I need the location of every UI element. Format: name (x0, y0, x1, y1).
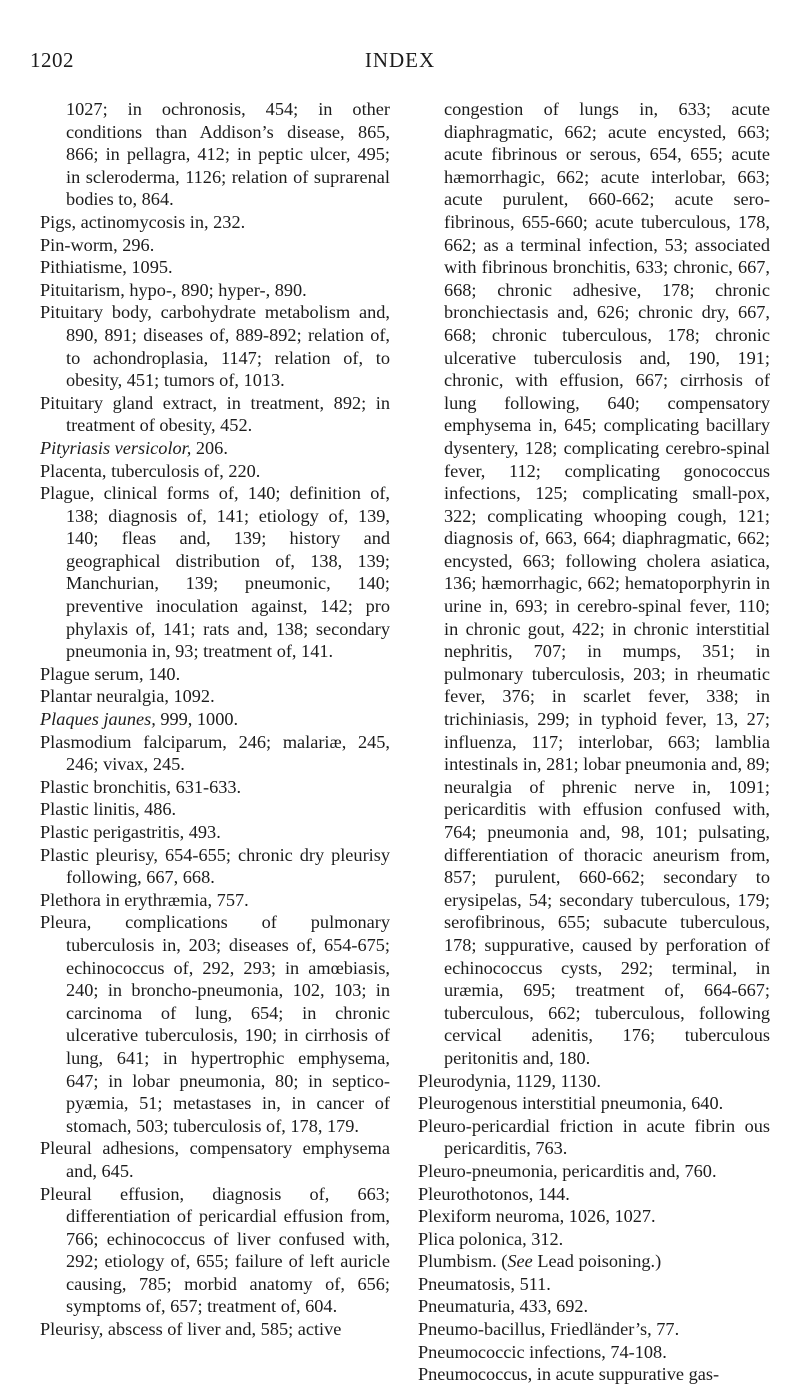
index-entry (418, 1295, 770, 1318)
index-entry (40, 821, 390, 844)
index-entry-text: Pleural adhesions, compensatory emphysema and, 645. (40, 1138, 390, 1181)
index-entry (40, 911, 390, 1137)
index-entry-text: Plastic linitis, 486. (40, 799, 177, 820)
index-entry (40, 844, 390, 889)
index-entry-text: Plethora in erythræmia, 757. (40, 889, 249, 910)
index-entry-text-after: Lead poisoning.) (532, 1251, 662, 1272)
index-entry-text: Pleurisy, abscess of liver and, 585; active (40, 1319, 342, 1340)
index-entry (40, 211, 390, 234)
index-entry (40, 1137, 390, 1182)
page-number: 1202 (30, 48, 74, 72)
index-entry (418, 1228, 770, 1251)
index-entry (40, 1318, 390, 1341)
index-entry-text: Plexiform neuroma, 1026, 1027. (418, 1206, 656, 1227)
index-entry-italic-term: Pityriasis versicolor, (40, 437, 192, 458)
index-entry-text: Pneumococcus, in acute suppurative gas- (418, 1364, 720, 1385)
index-entry (40, 731, 390, 776)
index-entry (40, 798, 390, 821)
index-entry-text: Plastic perigastritis, 493. (40, 822, 221, 842)
index-entry (40, 301, 390, 391)
index-entry (40, 776, 390, 799)
index-entry-text: Pneumaturia, 433, 692. (418, 1296, 589, 1317)
index-entry (418, 1092, 770, 1115)
index-entry-text: congestion of lungs in, 633; acute diaphragmatic, 662; acute encysted, 663; acute fibrinous or serous, 654, 655; acute hæmorrhagic, 662; acute interlobar, 663; acute purulent, 660-662; acute sero-fibrinous, 655-660; acute tuberculous, 178, 662; as a terminal infection, 53; associated with fibrinous bronchitis, 633; chronic, 667, 668; chronic adhesive, 178; chronic bronchiectasis and, 626; chronic dry, 667, 668; chronic tuberculous, 178; chronic ulcerative tuberculosis and, 190, 191; chronic, with effusion, 667; cirrhosis of lung following, 640; compensatory emphysema in, 645; complicating bacillary dysentery, 128; complicating cerebro-spinal fever, 112; complicating gonococcus infections, 125; complicating small-pox, 322; complicating whooping cough, 121; diagnosis of, 663, 664; diaphragmatic, 662; encysted, 663; following cholera asiatica, 136; hæmorrhagic, 662; hematoporphyrin in urine in, 693; in cerebro-spinal fever, 110; in chronic gout, 422; in chronic interstitial nephritis, 707; in mumps, 351; in pulmonary tuberculosis, 203; in rheumatic fever, 376; in scarlet fever, 338; in trichiniasis, 299; in typhoid fever, 13, 27; influenza, 117; interlobar, 663; lamblia intestinals in, 281; lobar pneumonia and, 89; neuralgia of phrenic nerve in, 1091; pericarditis with effusion confused with, 764; pneumonia and, 98, 101; pulsating, differentiation of thoracic aneurism from, 857; purulent, 660-662; secondary to erysipelas, 54; secondary tuberculous, 179; serofibrinous, 655; subacute tuberculous, 178; suppurative, caused by perforation of echinococcus cysts, 292; terminal, in uræmia, 695; treatment of, 664-667; tuberculous, 662; tuberculous, following cervical adenitis, 176; tuberculous peritonitis and, 180. (444, 99, 770, 1068)
index-entry (40, 392, 390, 437)
index-entry (40, 234, 390, 257)
index-entry (418, 1160, 770, 1183)
index-entry-text: Pituitary gland extract, in treatment, 892; in treatment of obesity, 452. (40, 392, 390, 436)
index-entry-text: Pleurothotonos, 144. (418, 1183, 570, 1204)
index-entry (40, 685, 390, 708)
index-entry-text: Pithiatisme, 1095. (40, 257, 173, 278)
index-entry-text: 999, 1000. (155, 709, 239, 730)
index-entry-italic-term: Plaques jaunes, (40, 709, 156, 730)
index-column-right (418, 98, 770, 1386)
index-entry (40, 437, 390, 460)
index-entry (40, 708, 390, 731)
index-entry (40, 279, 390, 302)
see-reference: See (507, 1251, 533, 1272)
index-entry-text: Pleurogenous interstitial pneumonia, 640. (418, 1093, 724, 1114)
index-entry-text: Plasmodium falciparum, 246; malariæ, 245, 246; vivax, 245. (40, 731, 390, 775)
index-entry-text: Pleuro-pneumonia, pericarditis and, 760. (418, 1160, 717, 1181)
index-entry-text: Pleura, complications of pulmonary tuberculosis in, 203; diseases of, 654-675; echinococcus of, 292, 293; in amœbiasis, 240; in broncho-pneumonia, 102, 103; in carcinoma of lung, 654; in chronic ulcerative tuberculosis, 190; in cirrhosis of lung, 641; in hypertrophic emphysema, 647; in lobar pneumonia, 80; in septico-pyæmia, 51; metastases in, in cancer of stomach, 503; tuberculosis of, 178, 179. (40, 912, 390, 1136)
index-entry (418, 1205, 770, 1228)
index-entry-text: Pleuro-pericardial friction in acute fibrin ous pericarditis, 763. (418, 1115, 770, 1159)
index-entry-text: Pneumococcic infections, 74-108. (418, 1341, 667, 1362)
index-entry (418, 1273, 770, 1296)
index-entry (418, 1115, 770, 1160)
index-entry (418, 98, 770, 1070)
index-entry-text: Plastic bronchitis, 631-633. (40, 776, 242, 797)
index-entry (418, 1341, 770, 1364)
index-entry-text: Pneumo-bacillus, Friedländer’s, 77. (418, 1319, 680, 1340)
index-entry-text: Pneumatosis, 511. (418, 1273, 551, 1294)
index-entry-text: 1027; in ochronosis, 454; in other conditions than Addison’s disease, 865, 866; in pellagra, 412; in peptic ulcer, 495; in scleroderma, 1126; relation of suprarenal bodies to, 864. (66, 99, 390, 210)
index-entry-text: 206. (191, 437, 228, 458)
index-entry (40, 1183, 390, 1319)
index-entry (40, 98, 390, 211)
index-entry (40, 460, 390, 483)
index-entry-text: Pigs, actinomycosis in, 232. (40, 211, 246, 232)
running-head: INDEX (364, 48, 436, 72)
index-entry-text: Pleural effusion, diagnosis of, 663; differentiation of pericardial effusion from, 766; echinococcus of liver confused with, 292; etiology of, 655; failure of left auricle causing, 785; morbid anatomy of, 656; symptoms of, 657; treatment of, 604. (40, 1183, 390, 1317)
index-entry (40, 256, 390, 279)
index-entry (418, 1363, 770, 1386)
index-entry-text: Pleurodynia, 1129, 1130. (418, 1070, 601, 1091)
index-entry-text: Plastic pleurisy, 654-655; chronic dry pleurisy following, 667, 668. (40, 844, 390, 888)
index-entry-text: Plague serum, 140. (40, 663, 181, 684)
index-entry-text: Plague, clinical forms of, 140; definition of, 138; diagnosis of, 141; etiology of, 139, 140; fleas and, 139; history and geographical distribution of, 138, 139; Manchurian, 139; pneumonic, 140; preventive inoculation against, 142; pro phylaxis of, 141; rats and, 138; secondary pneumonia in, 93; treatment of, 141. (40, 483, 390, 662)
index-entry-text: Plantar neuralgia, 1092. (40, 686, 215, 707)
index-entry (418, 1318, 770, 1341)
index-entry-text: Plumbism. ( (418, 1251, 508, 1272)
index-entry (40, 482, 390, 663)
index-entry (40, 889, 390, 912)
index-entry-text: Plica polonica, 312. (418, 1228, 564, 1249)
index-entry (418, 1250, 770, 1273)
index-entry (418, 1070, 770, 1093)
index-entry (40, 663, 390, 686)
index-entry-text: Pituitarism, hypo-, 890; hyper-, 890. (40, 279, 307, 300)
index-entry (418, 1183, 770, 1206)
index-entry-text: Pituitary body, carbohydrate metabolism and, 890, 891; diseases of, 889-892; relation of, to achondroplasia, 1147; relation of, to obesity, 451; tumors of, 1013. (40, 302, 390, 391)
index-column-left (40, 98, 390, 1341)
index-entry-text: Placenta, tuberculosis of, 220. (40, 460, 261, 481)
index-entry-text: Pin-worm, 296. (40, 234, 155, 255)
